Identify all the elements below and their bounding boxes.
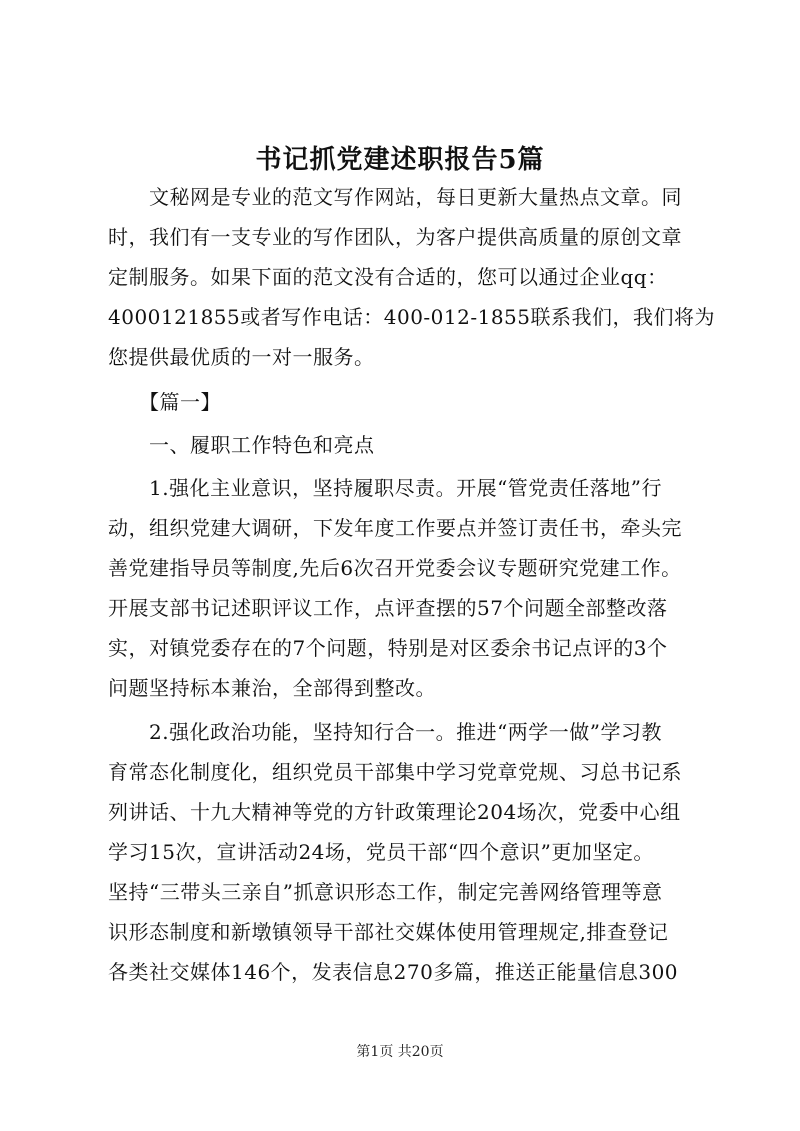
body-line: 动，组织党建大调研，下发年度工作要点并签订责任书，牵头完 <box>108 516 682 540</box>
body-line: 1.强化主业意识，坚持履职尽责。开展“管党责任落地”行 <box>108 476 663 500</box>
body-line: 育常态化制度化，组织党员干部集中学习党章党规、习总书记系 <box>108 760 682 784</box>
body-line: 4000121855或者写作电话：400-012-1855联系我们，我们将为 <box>108 305 716 329</box>
body-line: 文秘网是专业的范文写作网站，每日更新大量热点文章。同 <box>108 185 682 209</box>
body-line: 开展支部书记述职评议工作，点评查摆的57个问题全部整改落 <box>108 596 668 620</box>
body-line: 识形态制度和新墩镇领导干部社交媒体使用管理规定,排查登记 <box>108 920 669 944</box>
subsection-heading: 一、履职工作特色和亮点 <box>108 433 375 457</box>
body-line: 善党建指导员等制度,先后6次召开党委会议专题研究党建工作。 <box>108 556 682 580</box>
body-line: 2.强化政治功能，坚持知行合一。推进“两学一做”学习教 <box>108 720 663 744</box>
body-line: 您提供最优质的一对一服务。 <box>108 345 375 369</box>
body-line: 学习15次，宣讲活动24场，党员干部“四个意识”更加坚定。 <box>108 840 654 864</box>
page-number-footer: 第1页 共20页 <box>356 1044 444 1060</box>
body-line: 列讲话、十九大精神等党的方针政策理论204场次，党委中心组 <box>108 800 681 824</box>
body-line: 实，对镇党委存在的7个问题，特别是对区委余书记点评的3个 <box>108 636 668 660</box>
body-line: 坚持“三带头三亲自”抓意识形态工作，制定完善网络管理等意 <box>108 880 663 904</box>
body-line: 时，我们有一支专业的写作团队，为客户提供高质量的原创文章 <box>108 225 682 249</box>
section-heading: 【篇一】 <box>108 390 221 414</box>
body-line: 各类社交媒体146个，发表信息270多篇，推送正能量信息300 <box>108 960 679 984</box>
body-line: 问题坚持标本兼治，全部得到整改。 <box>108 676 436 700</box>
body-line: 定制服务。如果下面的范文没有合适的，您可以通过企业qq： <box>108 265 668 289</box>
document-title: 书记抓党建述职报告5篇 <box>255 145 545 175</box>
